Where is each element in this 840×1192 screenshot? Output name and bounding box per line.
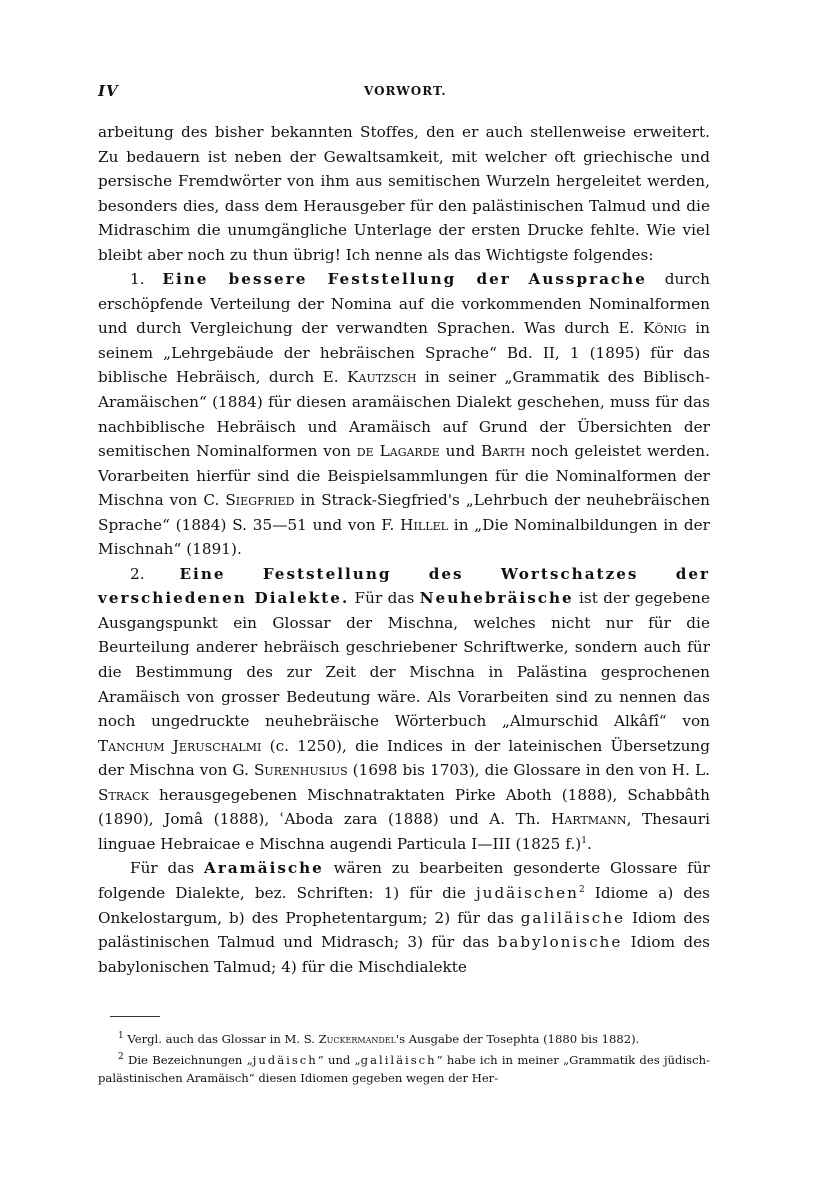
author-name: Barth <box>480 442 526 461</box>
item-heading-term: Aussprache <box>528 270 647 289</box>
footnotes <box>98 1030 710 1088</box>
author-name: König <box>643 319 687 338</box>
footnote-divider <box>110 1016 160 1017</box>
paragraph-4: Für das Aramäische wären zu bearbeiten gesonderte Glossare für folgende Dialekte, bez. Schriften: 1) für die judäischen$^2$ Idiome a) des Onkelostargum, b) des Prophetentargum; 2) für das galiläische Idiom des palästinischen Talmud und Midrasch; 3) für das babylonische Idiom des babylonischen Talmud; 4) für die Mischdialekte <box>98 859 711 976</box>
spaced-word: babylonische <box>497 933 623 952</box>
spaced-word: galiläisch <box>360 1052 437 1067</box>
paragraph-1: arbeitung des bisher bekannten Stoffes, den er auch stellenweise erweitert. Zu bedauern ist neben der Gewaltsamkeit, mit welcher oft griechische und persische Fremdwörter von ihm aus semitischen Wurzeln hergeleitet werden, besonders dies, dass dem Herausgeber für den palästinischen Talmud und die Midraschim die unumgängliche Unterlage der ersten Drucke fehlte. Wie viel bleibt aber noch zu thun übrig! Ich nenne als das Wichtigste folgendes: <box>98 123 710 264</box>
item-heading: Eine Feststellung des Wortschatzes der verschiedenen Dialekte. <box>98 564 710 608</box>
author-name: Strack <box>98 785 149 804</box>
item-number: 2. <box>130 564 145 583</box>
spaced-word: judäisch <box>252 1052 318 1067</box>
item-number: 1. <box>130 270 145 289</box>
running-header <box>98 82 710 106</box>
footnote-ref[interactable]: 1 <box>581 835 587 846</box>
author-name: Kautzsch <box>347 368 417 387</box>
author-name: de Lagarde <box>356 442 440 461</box>
page-number: IV <box>98 82 119 100</box>
running-title: VORWORT. <box>364 84 447 98</box>
paragraph-3: 2. Eine Feststellung des Wortschatzes der verschiedenen Dialekte. Für das Neuhebräische ist der gegebene Ausgangspunkt ein Glossar der Mischna, welches nicht nur für die Beurteilung anderer hebräisch geschriebener Schriftwerke, sondern auch für die Bestimmung des zur Zeit der Mischna in Palästina gesprochenen Aramäisch von grosser Bedeutung wäre. Als Vorarbeiten sind zu nennen das noch ungedruckte neuhebräische Wörterbuch „Almurschid Alkâfî“ von Tanchum Jeruschalmi (c. 1250), die Indices in der lateinischen Übersetzung der Mischna von G. Surenhusius (1698 bis 1703), die Glossare in den von H. L. Strack herausgegebenen Mischnatraktaten Pirke Aboth (1888), Schabbâth (1890), Jomâ (1888), ʿAboda zara (1888) und A. Th. Hartmann, Thesauri linguae Hebraicae e Mischna augendi Particula I—III (1825 f.)$^1$. <box>98 564 711 853</box>
footnote-mark: 2 <box>118 1051 124 1062</box>
footnote-2: $^2$ Die Bezeichnungen „judäisch“ und „galiläisch“ habe ich in meiner „Grammatik des jüdisch-palästinischen Aramäisch“ diesen Idiomen gegeben wegen der Her- <box>98 1051 710 1085</box>
author-name: Surenhusius <box>253 761 348 780</box>
paragraph-2: 1. Eine bessere Feststellung der Aussprache durch erschöpfende Verteilung der Nomina auf die vorkommenden Nominalformen und durch Vergleichung der verwandten Sprachen. Was durch E. König in seinem „Lehrgebäude der hebräischen Sprache“ Bd. II, 1 (1895) für das biblische Hebräisch, durch E. Kautzsch in seiner „Grammatik des Biblisch-Aramäischen“ (1884) für diesen aramäischen Dialekt geschehen, muss für das nachbiblische Hebräisch und Aramäisch auf Grund der Übersichten der semitischen Nominalformen von de Lagarde und Barth noch geleistet werden. Vorarbeiten hierfür sind die Beispielsammlungen für die Nominalformen der Mischna von C. Siegfried in Strack-Siegfried's „Lehrbuch der neuhebräischen Sprache“ (1884) S. 35—51 und von F. Hillel in „Die Nominalbildungen in der Mischnah“ (1891). <box>98 270 711 559</box>
footnote-mark: 1 <box>118 1031 124 1042</box>
item-term: Aramäische <box>204 859 324 878</box>
author-name: Siegfried <box>225 491 295 510</box>
author-name: Hartmann <box>551 810 627 829</box>
item-term: Neuhebräische <box>419 589 574 608</box>
footnote-1: $^1$ Vergl. auch das Glossar in M. S. Zuckermandel's Ausgabe der Tosephta (1880 bis 1882). <box>118 1031 640 1046</box>
main-text <box>98 120 710 979</box>
footnote-ref[interactable]: 2 <box>578 884 585 895</box>
author-name: Tanchum Jeruschalmi <box>98 736 262 755</box>
item-heading: Eine bessere Feststellung der <box>162 270 511 289</box>
author-name: Zuckermandel <box>318 1032 396 1046</box>
author-name: Hillel <box>400 515 449 534</box>
spaced-word: judäischen <box>475 883 579 902</box>
spaced-word: galiläische <box>520 908 626 927</box>
